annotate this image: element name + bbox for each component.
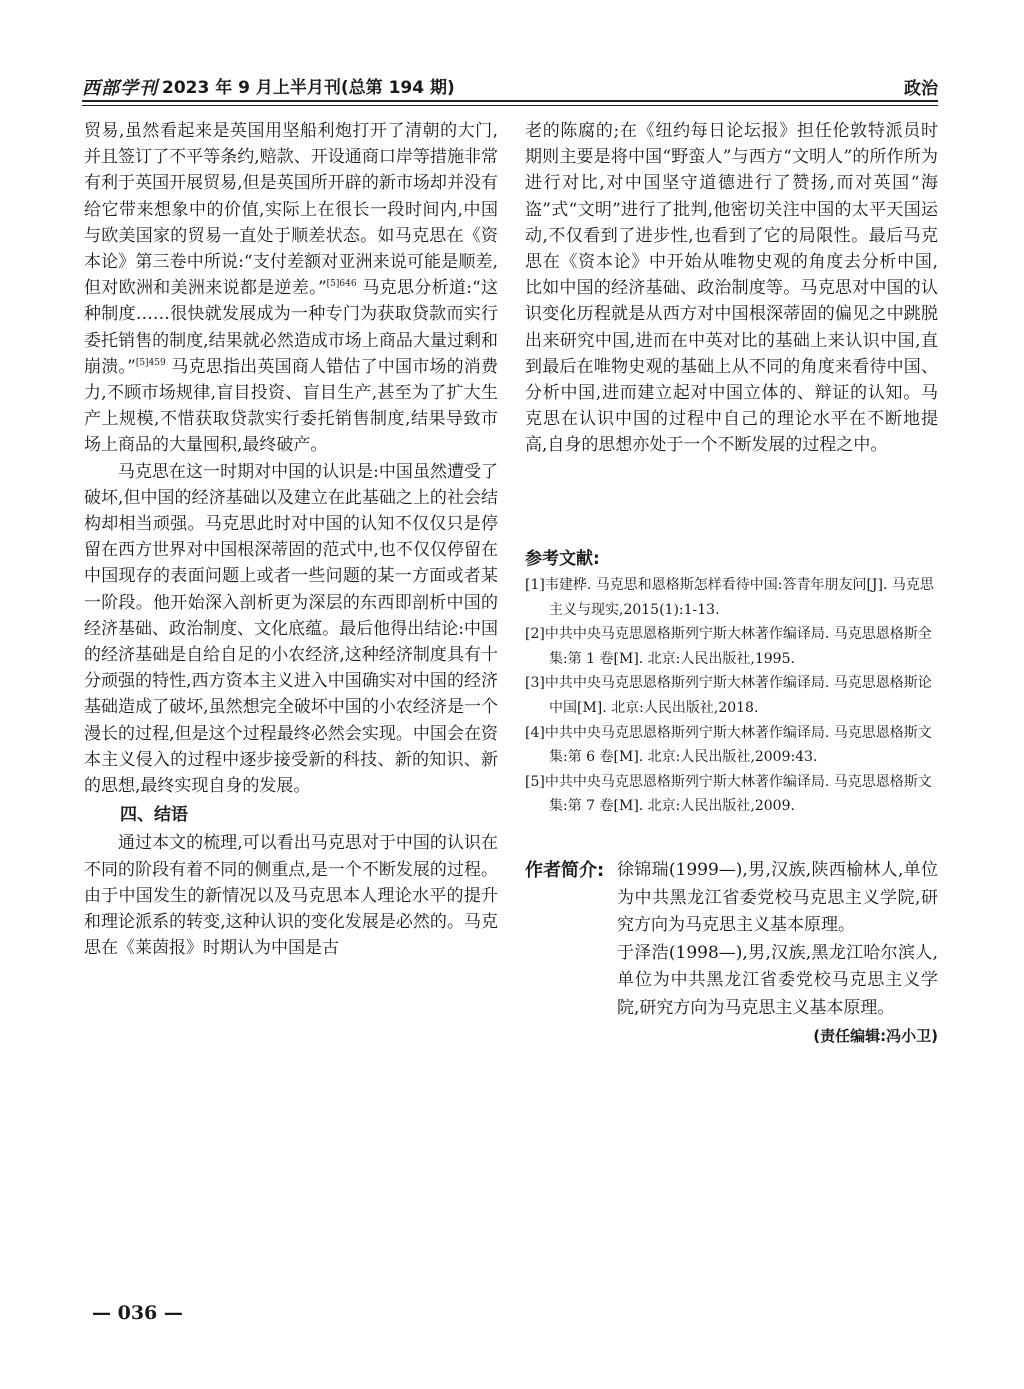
citation: [5]459 — [135, 357, 166, 368]
author-bio-label: 作者简介: — [525, 860, 605, 881]
paragraph: 马克思在这一时期对中国的认识是:中国虽然遭受了破坏,但中国的经济基础以及建立在此基础之上的社会结构却相当顽强。马克思此时对中国的认知不仅仅只是停留在西方世界对中国根深蒂固的范式中,也不仅仅停留在中国现存的表面问题上或者一些问题的某一方面或者某一阶段。他开始深入剖析更为深层的东西即剖析中国的经济基础、政治制度、文化底蕴。最后他得出结论:中国的经济基础是自给自足的小农经济,这种经济制度具有十分顽强的特性,西方资本主义进入中国确实对中国的经济基础造成了破坏,虽然想完全破坏中国的小农经济是一个漫长的过程,但是这个过程最终必然会实现。中国会在资本主义侵入的过程中逐步接受新的科技、新的知识、新的思想,最终实现自身的发展。 — [84, 461, 498, 797]
left-column — [84, 118, 498, 962]
issue-info: 2023 年 9 月上半月刊(总第 194 期) — [162, 78, 455, 98]
header-rule-thin — [82, 105, 938, 106]
author-entry: 于泽浩(1998—),男,汉族,黑龙江哈尔滨人,单位为中共黑龙江省委党校马克思主义学院,研究方向为马克思主义基本原理。 — [617, 942, 938, 1018]
reference-item: [2]中共中央马克思恩格斯列宁斯大林著作编译局. 马克思恩格斯全集:第 1 卷[M]. 北京:人民出版社,1995. — [525, 626, 932, 667]
citation: [5]646 — [326, 279, 357, 290]
page-number: — 036 — — [92, 1302, 183, 1324]
reference-item: [3]中共中央马克思恩格斯列宁斯大林著作编译局. 马克思恩格斯论中国[M]. 北京:人民出版社,2018. — [525, 675, 932, 716]
right-column — [525, 118, 938, 459]
paragraph: 老的陈腐的;在《纽约每日论坛报》担任伦敦特派员时期则主要是将中国“野蛮人”与西方“文明人”的所作所为进行对比,对中国坚守道德进行了赞扬,而对英国“海盗”式“文明”进行了批判,他密切关注中国的太平天国运动,不仅看到了进步性,也看到了它的局限性。最后马克思在《资本论》中开始从唯物史观的角度去分析中国,比如中国的经济基础、政治制度等。马克思对中国的认识变化历程就是从西方对中国根深蒂固的偏见之中跳脱出来研究中国,进而在中英对比的基础上来认识中国,直到最后在唯物史观的基础上从不同的角度来看待中国、分析中国,进而建立起对中国立体的、辩证的认知。马克思在认识中国的过程中自己的理论水平在不断地提高,自身的思想亦处于一个不断发展的过程之中。 — [525, 121, 938, 456]
author-entry: 徐锦瑞(1999—),男,汉族,陕西榆林人,单位为中共黑龙江省委党校马克思主义学院,研究方向为马克思主义基本原理。 — [617, 860, 938, 935]
editor-note: (责任编辑:冯小卫) — [813, 1027, 938, 1045]
reference-item: [4]中共中央马克思恩格斯列宁斯大林著作编译局. 马克思恩格斯文集:第 6 卷[M]. 北京:人民出版社,2009:43. — [525, 724, 932, 766]
page-header — [82, 66, 938, 100]
section-label: 政治 — [904, 79, 938, 99]
reference-item: [5]中共中央马克思恩格斯列宁斯大林著作编译局. 马克思恩格斯文集:第 7 卷[M]. 北京:人民出版社,2009. — [525, 773, 932, 815]
references-title: 参考文献: — [525, 549, 600, 569]
author-bio — [525, 857, 938, 1022]
journal-logo: 西部学刊 — [82, 78, 158, 99]
section-heading: 四、结语 — [120, 805, 188, 826]
paragraph: 贸易,虽然看起来是英国用坚船利炮打开了清朝的大门,并且签订了不平等条约,赔款、开设通商口岸等措施非常有利于英国开展贸易,但是英国所开辟的新市场却并没有给它带来想象中的价值,实际上在很长一段时间内,中国与欧美国家的贸易一直处于顺差状态。如马克思在《资本论》第三卷中所说:“支付差额对亚洲来说可能是顺差,但对欧洲和美洲来说都是逆差。”$^{[5]646}$ 马克思分析道:“这种制度……很快就发展成为一种专门为获取贷款而实行委托销售的制度,结果就必然造成市场上商品大量过剩和崩溃。”$^{[5]459}$ 马克思指出英国商人错估了中国市场的消费力,不顾市场规律,盲目投资、盲目生产,甚至为了扩大生产上规模,不惜获取贷款实行委托销售制度,结果导致市场上商品的大量囤积,最终破产。 — [84, 121, 498, 456]
references-list — [525, 573, 938, 819]
paragraph: 通过本文的梳理,可以看出马克思对于中国的认识在不同的阶段有着不同的侧重点,是一个不断发展的过程。由于中国发生的新情况以及马克思本人理论水平的提升和理论派系的转变,这种认识的变化发展是必然的。马克思在《莱茵报》时期认为中国是古 — [84, 833, 498, 959]
reference-item: [1]韦建桦. 马克思和恩格斯怎样看待中国:答青年朋友问[J]. 马克思主义与现实,2015(1):1-13. — [525, 577, 934, 618]
header-rule — [82, 100, 938, 102]
